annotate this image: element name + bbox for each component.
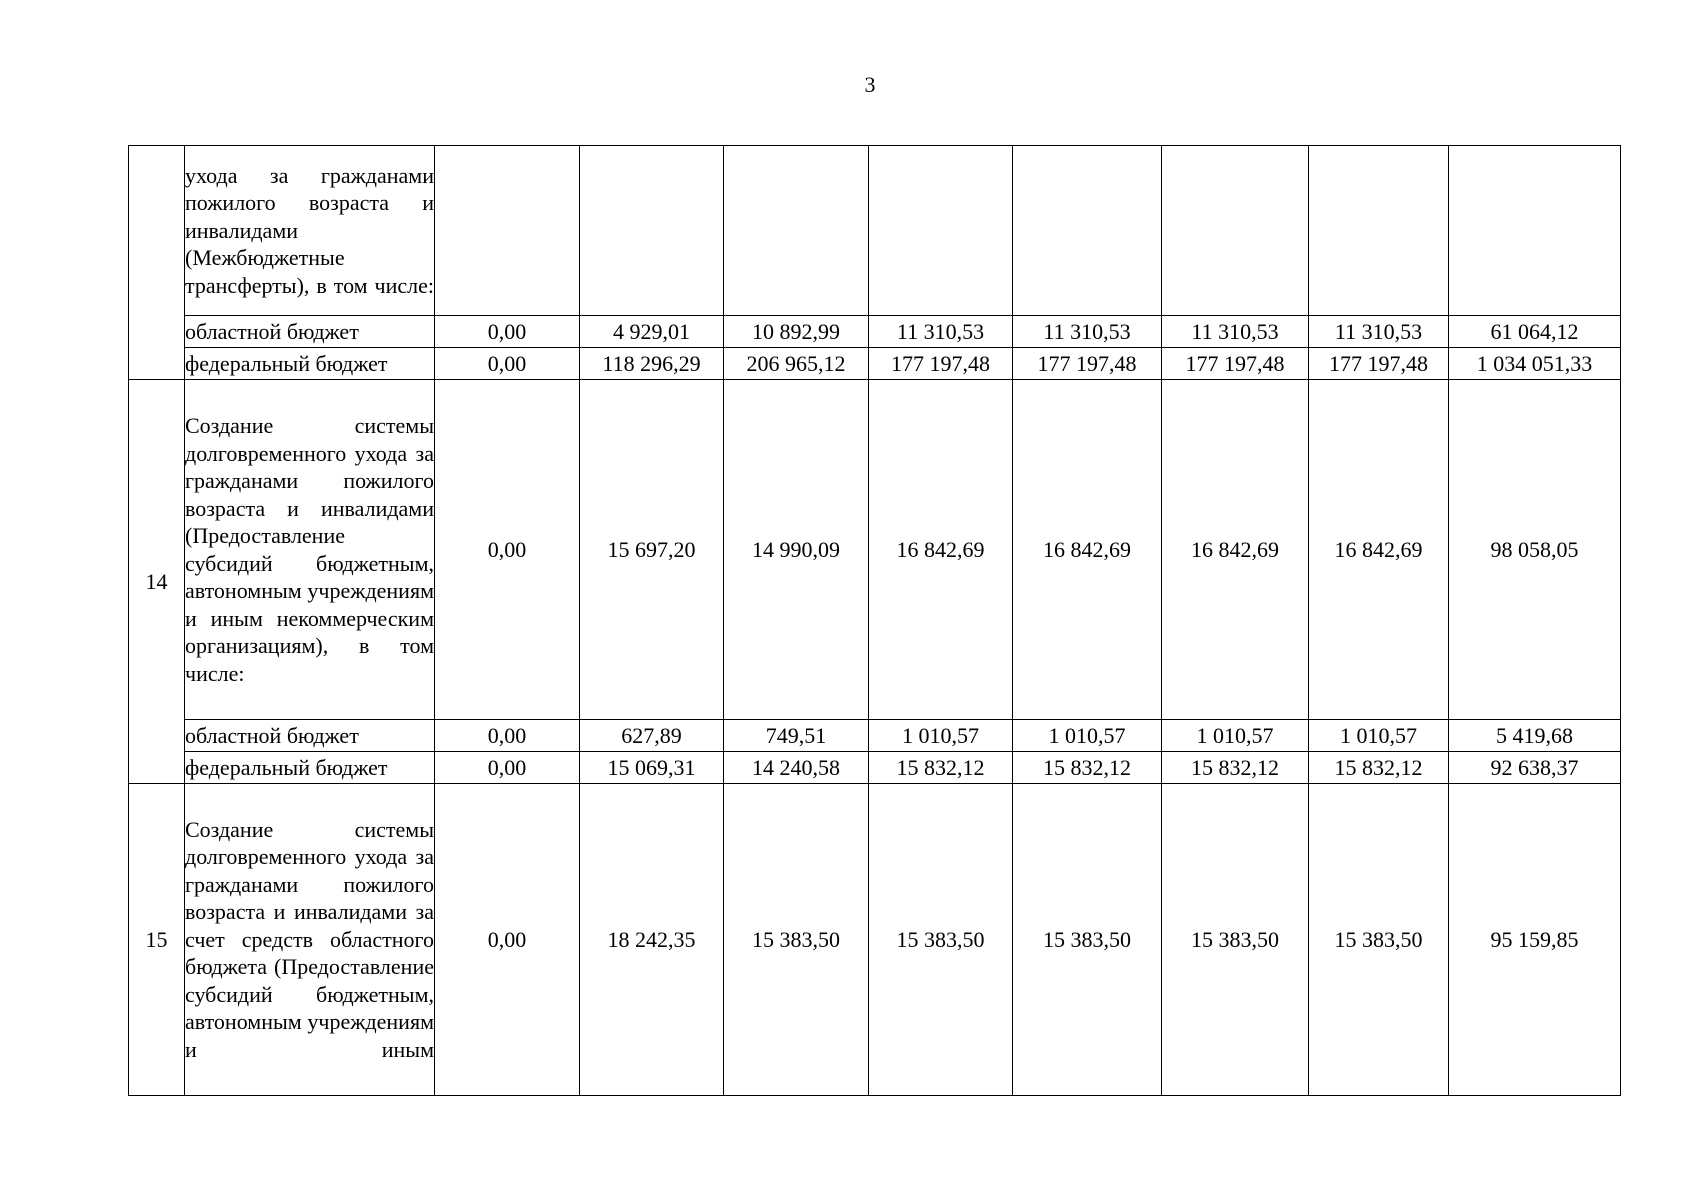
table-row <box>129 380 1621 720</box>
total-value-cell: 61 064,12 <box>1449 316 1621 348</box>
value-cell: 0,00 <box>435 720 580 752</box>
total-value-cell: 92 638,37 <box>1449 752 1621 784</box>
value-cell: 206 965,12 <box>724 348 869 380</box>
value-cell: 15 383,50 <box>1309 784 1449 1096</box>
empty-cell <box>1013 146 1162 316</box>
value-cell: 177 197,48 <box>1162 348 1309 380</box>
table-row <box>129 720 1621 752</box>
budget-source-label: областной бюджет <box>185 720 435 752</box>
value-cell: 0,00 <box>435 784 580 1096</box>
table-row <box>129 146 1621 316</box>
value-cell: 15 383,50 <box>1162 784 1309 1096</box>
value-cell: 11 310,53 <box>1013 316 1162 348</box>
value-cell: 15 832,12 <box>869 752 1013 784</box>
row-number-cell: 15 <box>129 784 185 1096</box>
value-cell: 177 197,48 <box>1013 348 1162 380</box>
value-cell: 177 197,48 <box>869 348 1013 380</box>
value-cell: 11 310,53 <box>1309 316 1449 348</box>
value-cell: 11 310,53 <box>1162 316 1309 348</box>
value-cell: 118 296,29 <box>580 348 724 380</box>
value-cell: 15 383,50 <box>724 784 869 1096</box>
empty-cell <box>869 146 1013 316</box>
row-description <box>185 146 435 316</box>
total-value-cell: 95 159,85 <box>1449 784 1621 1096</box>
value-cell: 627,89 <box>580 720 724 752</box>
budget-source-label: федеральный бюджет <box>185 752 435 784</box>
description-text: Создание системы долговременного ухода за гражданами пожилого возраста и инвалидами (Предоставление субсидий бюджетным, автономным учреждениям и иным некоммерческим организациям), в том числе: <box>185 413 434 686</box>
empty-cell <box>1162 146 1309 316</box>
value-cell: 0,00 <box>435 348 580 380</box>
value-cell: 1 010,57 <box>869 720 1013 752</box>
value-cell: 4 929,01 <box>580 316 724 348</box>
value-cell: 1 010,57 <box>1309 720 1449 752</box>
empty-cell <box>724 146 869 316</box>
value-cell: 16 842,69 <box>869 380 1013 720</box>
value-cell: 14 240,58 <box>724 752 869 784</box>
table-row <box>129 784 1621 1096</box>
empty-cell <box>1309 146 1449 316</box>
value-cell: 0,00 <box>435 380 580 720</box>
value-cell: 15 832,12 <box>1309 752 1449 784</box>
value-cell: 15 832,12 <box>1162 752 1309 784</box>
value-cell: 16 842,69 <box>1309 380 1449 720</box>
value-cell: 15 832,12 <box>1013 752 1162 784</box>
value-cell: 177 197,48 <box>1309 348 1449 380</box>
row-description <box>185 784 435 1096</box>
value-cell: 1 010,57 <box>1013 720 1162 752</box>
empty-cell <box>1449 146 1621 316</box>
row-number-cell: 14 <box>129 380 185 784</box>
value-cell: 15 697,20 <box>580 380 724 720</box>
total-value-cell: 98 058,05 <box>1449 380 1621 720</box>
budget-table <box>128 145 1621 1096</box>
budget-source-label: областной бюджет <box>185 316 435 348</box>
value-cell: 16 842,69 <box>1162 380 1309 720</box>
value-cell: 15 383,50 <box>869 784 1013 1096</box>
page-number: 3 <box>864 72 876 97</box>
row-number-cell <box>129 146 185 380</box>
value-cell: 0,00 <box>435 752 580 784</box>
value-cell: 1 010,57 <box>1162 720 1309 752</box>
table-row <box>129 752 1621 784</box>
empty-cell <box>580 146 724 316</box>
empty-cell <box>435 146 580 316</box>
value-cell: 10 892,99 <box>724 316 869 348</box>
value-cell: 11 310,53 <box>869 316 1013 348</box>
table-row <box>129 348 1621 380</box>
total-value-cell: 1 034 051,33 <box>1449 348 1621 380</box>
value-cell: 749,51 <box>724 720 869 752</box>
value-cell: 14 990,09 <box>724 380 869 720</box>
row-description <box>185 380 435 720</box>
table-row <box>129 316 1621 348</box>
description-text: ухода за гражданами пожилого возраста и инвалидами (Межбюджетные трансферты), в том числе: <box>185 162 434 298</box>
budget-source-label: федеральный бюджет <box>185 348 435 380</box>
value-cell: 0,00 <box>435 316 580 348</box>
description-text: Создание системы долговременного ухода за гражданами пожилого возраста и инвалидами за счет средств областного бюджета (Предоставление субсидий бюджетным, автономным учреждениям и иным <box>185 816 434 1062</box>
value-cell: 18 242,35 <box>580 784 724 1096</box>
value-cell: 15 069,31 <box>580 752 724 784</box>
value-cell: 15 383,50 <box>1013 784 1162 1096</box>
total-value-cell: 5 419,68 <box>1449 720 1621 752</box>
value-cell: 16 842,69 <box>1013 380 1162 720</box>
